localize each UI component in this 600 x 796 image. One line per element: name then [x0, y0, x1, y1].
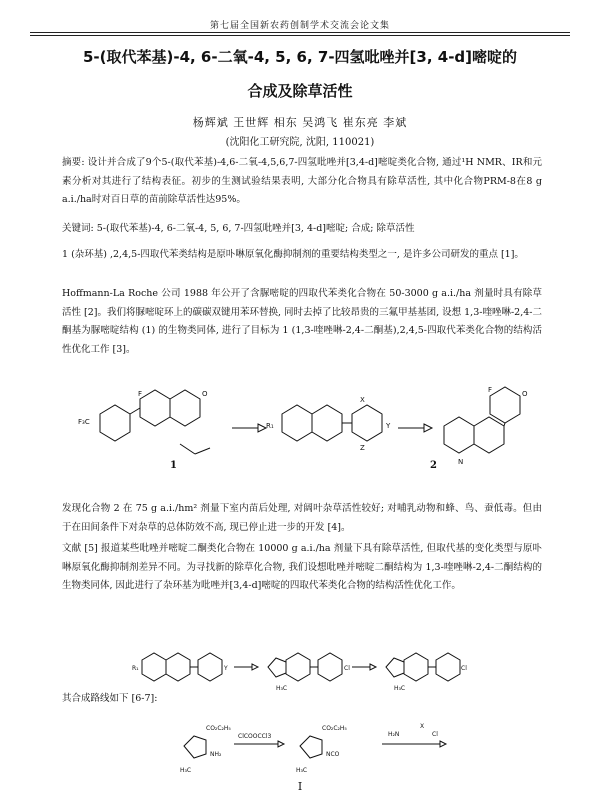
- scheme-synthesis-route: [150, 714, 450, 778]
- keywords-text: 5-(取代苯基)-4, 6-二氧-4, 5, 6, 7-四氢吡唑并[3, 4-d]嘧啶; 合成; 除草活性: [96, 223, 415, 234]
- scheme-compound-1-2: [60, 384, 540, 476]
- label-cl-3: Cl: [461, 665, 467, 672]
- label-h3c-2: H₃C: [276, 685, 288, 692]
- label-ester-2: CO₂C₂H₅: [322, 725, 347, 732]
- label-z-1: Z: [360, 444, 365, 452]
- label-x-3: X: [420, 723, 425, 730]
- label-f-2: F: [488, 386, 493, 394]
- abstract: [62, 154, 542, 210]
- body-paragraph-1: 1 (杂环基) ,2,4,5-四取代苯类结构是原卟啉原氧化酶抑制剂的重要结构类型之一, 是许多公司研发的重点 [1]。: [62, 249, 524, 260]
- label-nh2: NH₂: [210, 751, 222, 758]
- compound-2-label: 2: [430, 460, 437, 471]
- paper-title-line2: 合成及除草活性: [247, 82, 353, 100]
- label-h3c-4: H₃C: [180, 767, 192, 774]
- label-r1-2: R₁: [132, 665, 139, 672]
- label-cf3: F₃C: [78, 418, 90, 426]
- affiliation: (沈阳化工研究院, 沈阳, 110021): [225, 137, 375, 148]
- label-y-2: Y: [224, 665, 228, 672]
- label-h3c-3: H₃C: [394, 685, 406, 692]
- reagent-label: ClCOOCCl3: [238, 733, 272, 740]
- abstract-text: 设计并合成了9个5-(取代苯基)-4,6-二氧-4,5,6,7-四氢吡唑并[3,4-d]嘧啶类化合物, 通过¹H NMR、IR和元素分析对其进行了结构表征。初步的生测试验结果表明, 大部分化合物具有除草活性, 其中化合物PRM-8在8 g a.i./ha时对百日草的苗前除草活性达95%。: [62, 157, 542, 205]
- body-paragraph-5: 其合成路线如下 [6-7]:: [62, 693, 158, 704]
- keywords: [62, 220, 542, 239]
- label-f-1: F: [138, 390, 143, 398]
- label-r1: R₁: [266, 422, 274, 430]
- label-h3c-5: H₃C: [296, 767, 308, 774]
- label-n-2: N: [458, 458, 464, 466]
- paper-title-line1: 5-(取代苯基)-4, 6-二氧-4, 5, 6, 7-四氢吡唑并[3, 4-d]嘧啶的: [82, 48, 518, 66]
- body-paragraph-2: Hoffmann-La Roche 公司 1988 年公开了含脲嘧啶的四取代苯类化合物在 50-3000 g a.i./ha 剂量时具有除草活性 [2]。我们将脲嘧啶环上的碳碳双键用苯环替换, 同时去掉了比较昂贵的三氟甲基基团, 设想 1,3-喹唑啉-2,4-二酮基为脲嘧啶结构 (1) 的生物类同体, 进行了目标为 1 (1,3-喹唑啉-2,4-二酮基),2,4,5-四取代苯类化合物的结构活性优化工作 [3]。: [62, 288, 542, 355]
- label-ester-1: CO₂C₂H₅: [206, 725, 231, 732]
- header-rule-thin: [30, 35, 570, 36]
- abstract-label: 摘要:: [62, 157, 85, 168]
- label-cl-2: Cl: [344, 665, 350, 672]
- label-nco: NCO: [326, 751, 340, 758]
- body-paragraph-3: 发现化合物 2 在 75 g a.i./hm² 剂量下室内苗后处理, 对阔叶杂草活性较好; 对哺乳动物和蜂、鸟、蚕低毒。但由于在田间条件下对杂草的总体防效不高, 现已停止进一步的开发 [4]。: [62, 503, 542, 533]
- authors: 杨辉斌 王世辉 相东 吴鸿飞 崔东亮 李斌: [192, 116, 408, 129]
- keywords-label: 关键词:: [62, 223, 94, 234]
- conference-header: 第七届全国新农药创制学术交流会论文集: [209, 21, 390, 31]
- compound-1-label: 1: [170, 460, 177, 471]
- label-cl-4: Cl: [432, 731, 438, 738]
- label-x-1: X: [360, 396, 365, 404]
- body-paragraph-4: 文献 [5] 报道某些吡唑并嘧啶二酮类化合物在 10000 g a.i./ha 剂量下具有除草活性, 但取代基的变化类型与原卟啉原氧化酶抑制剂差异不同。为寻找新的除草化合物, 我们设想吡唑并嘧啶二酮结构为 1,3-喹唑啉-2,4-二酮结构的生物类同体, 因此进行了杂环基为吡唑并[3,4-d]嘧啶的四取代苯类化合物的结构活性优化工作。: [62, 543, 542, 591]
- header-rule: [30, 32, 570, 33]
- label-h2n: H₂N: [388, 731, 400, 738]
- label-y-1: Y: [386, 422, 391, 430]
- label-o-2: O: [522, 390, 528, 398]
- intermediate-label: I: [297, 780, 303, 793]
- label-o-1: O: [202, 390, 208, 398]
